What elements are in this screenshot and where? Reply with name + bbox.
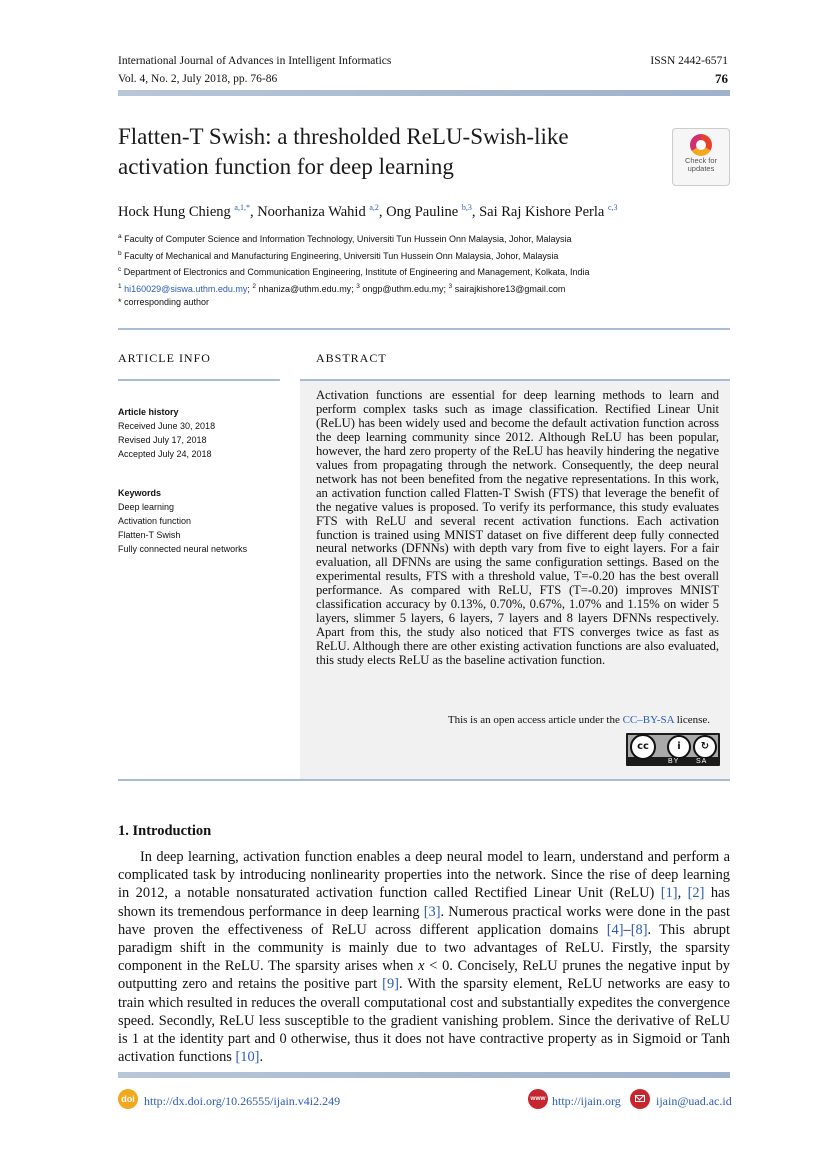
- received-date: Received June 30, 2018: [118, 421, 216, 431]
- check-for-updates-line2: updates: [687, 164, 715, 173]
- revised-date: Revised July 17, 2018: [118, 435, 207, 445]
- citation-link[interactable]: [4]: [606, 921, 624, 938]
- affiliation-sup: a: [118, 233, 122, 240]
- citation-link[interactable]: [10]: [235, 1049, 260, 1066]
- affiliation-c: [118, 263, 728, 280]
- keyword: Fully connected neural networks: [118, 544, 248, 554]
- page-number: 76: [715, 71, 728, 86]
- running-header-left: [118, 52, 391, 88]
- spacer: [118, 461, 288, 486]
- text-run: . This abrupt paradigm shift in the community is mainly due to two advantages of ReLU. Firstly, the sparsity component in the ReLU. The sparsity arises when: [118, 921, 730, 975]
- citation-link[interactable]: [8]: [630, 921, 648, 938]
- running-header-right: [650, 52, 728, 88]
- footer-bar: [118, 1072, 730, 1078]
- math-variable: x: [418, 958, 425, 975]
- email-link-1[interactable]: hi160029@siswa.uthm.edu.my: [124, 283, 248, 294]
- license-note: [316, 714, 710, 726]
- issn: ISSN 2442-6571: [650, 55, 728, 67]
- text-run: In deep learning, activation function enables a deep neural model to learn, understand and perform a complicated task by introducing nonlinearity properties into the network. Since the rise of deep learning in 2012, a notable nonsaturated activation function called Rectified Linear Unit (ReLU): [118, 849, 730, 902]
- email-3: ongp@uthm.edu.my: [362, 283, 444, 294]
- cc-by-sa-logo[interactable]: [626, 733, 720, 766]
- author-affiliation-sup: a,1,*: [234, 203, 250, 212]
- citation-link[interactable]: [3]: [423, 903, 441, 920]
- author-separator: ,: [471, 203, 480, 220]
- title-line-2: activation function for deep learning: [118, 154, 454, 179]
- email-sup: 2: [252, 282, 256, 290]
- article-info: [118, 405, 288, 556]
- author-affiliation-sup: c,3: [607, 203, 618, 212]
- doi-link[interactable]: http://dx.doi.org/10.26555/ijain.v4i2.249: [144, 1094, 341, 1108]
- affiliation-text: Faculty of Mechanical and Manufacturing Engineering, Universiti Tun Hussein Onn Malaysia, Johor, Malaysia: [124, 250, 559, 261]
- history-heading-text: Article history: [118, 407, 179, 417]
- divider: [118, 379, 280, 381]
- text-run: < 0. Concisely, ReLU prunes the negative input by outputting zero and retains the positive part: [118, 958, 730, 993]
- keyword: Flatten-T Swish: [118, 530, 181, 540]
- cc-icon: cc: [630, 734, 656, 760]
- author-separator: ,: [378, 203, 387, 220]
- email-sup: 3: [356, 282, 360, 290]
- website-link[interactable]: http://ijain.org: [552, 1094, 621, 1108]
- author-name: Hock Hung Chieng: [118, 203, 231, 220]
- text-run: . Numerous practical works were done in the past have proven the effectiveness of ReLU across different application domains: [118, 903, 730, 938]
- email-link[interactable]: ijain@uad.ac.id: [656, 1094, 732, 1108]
- accepted-date: Accepted July 24, 2018: [118, 449, 212, 459]
- keyword: Activation function: [118, 516, 192, 526]
- share-alike-icon: ↻: [693, 735, 717, 759]
- article-info-heading: ARTICLE INFO: [118, 351, 211, 365]
- affiliation-sup: c: [118, 266, 122, 274]
- keywords-heading-text: Keywords: [118, 488, 162, 498]
- check-for-updates-icon: [690, 134, 712, 156]
- by-person-icon: i: [667, 735, 691, 759]
- author-emails: $^1$ hi160029@siswa.uthm.edu.my; $^2$ nhaniza@uthm.edu.my; $^3$ ongp@uthm.edu.my; $^3$ sairajkishore13@gmail.com: [118, 282, 566, 294]
- citation-link[interactable]: [2]: [687, 885, 705, 902]
- text-run: . With the sparsity element, ReLU networks are easy to train which resulted in reduces the overall computational cost and substantially expedites the convergence speed. Secondly, ReLU less susceptible to the gradient vanishing problem. Since the derivative of ReLU is 1 at the identity part and 0 otherwise, thus it does not have contractive property as in Sigmoid or Tanh activation functions: [118, 976, 730, 1066]
- corresponding-author-note: * corresponding author: [118, 297, 210, 308]
- abstract-text: Activation functions are essential for deep learning methods to learn and perform complex tasks such as image classification. Rectified Linear Unit (ReLU) has been widely used and become the default activation function across the deep learning community since 2012. Although ReLU has been popular, however, the hard zero property of the ReLU has heavily hindering the negative values from propagating through the network. Consequently, the deep neural network has not been benefited from the negative representations. In this work, an activation function called Flatten-T Swish (FTS) that leverage the benefit of the negative values is proposed. To verify its performance, this study evaluates FTS with ReLU and several recent activation functions. Each activation function is trained using MNIST dataset on five different deep fully connected neural networks (DFNNs) with depth vary from five to eight layers. For a fair evaluation, all DFNNs are using the same configuration settings. Based on the experimental results, FTS with a threshold value, T=-0.20 has the best overall performance. As compared with ReLU, FTS (T=-0.20) improves MNIST classification accuracy by 0.13%, 0.70%, 0.67%, 1.07% and 1.15% on wider 5 layers, slimmer 5 layers, 6 layers, 7 layers and 8 layers DFNNs respectively. Apart from this, the study also noticed that FTS converges twice as fast as ReLU. Although there are other existing activation functions are also evaluated, this study elects ReLU as the baseline activation function.: [316, 388, 719, 668]
- text-run: .: [259, 1049, 264, 1066]
- cc-sa-label: SA: [696, 758, 708, 765]
- paragraph: [118, 848, 730, 1066]
- affiliation-text: Faculty of Computer Science and Information Technology, Universiti Tun Hussein Onn Malaysia, Johor, Malaysia: [124, 234, 572, 244]
- doi-icon: doi: [118, 1089, 138, 1109]
- email-sup: 3: [448, 282, 453, 290]
- title-line-1: Flatten-T Swish: a thresholded ReLU-Swish-like: [118, 124, 569, 149]
- www-icon: www: [528, 1089, 548, 1109]
- history-heading: [118, 405, 288, 419]
- paper-title: [118, 122, 638, 182]
- license-link[interactable]: CC–BY-SA: [622, 714, 674, 726]
- header-bar: [118, 90, 730, 96]
- keyword: Deep learning: [118, 502, 175, 512]
- author-separator: ,: [249, 203, 258, 220]
- email-4: sairajkishore13@gmail.com: [454, 283, 566, 294]
- volume-info: Vol. 4, No. 2, July 2018, pp. 76-86: [118, 73, 278, 85]
- affiliations: [118, 230, 728, 310]
- author-affiliation-sup: a,2: [369, 203, 379, 212]
- affiliation-text: Department of Electronics and Communication Engineering, Institute of Engineering and Management, Kolkata, India: [123, 267, 590, 278]
- license-text: This is an open access article under the: [447, 714, 623, 726]
- author-name: Noorhaniza Wahid: [257, 203, 366, 220]
- abstract-heading: ABSTRACT: [316, 351, 387, 365]
- section-heading: 1. Introduction: [118, 823, 212, 839]
- citation-link[interactable]: [9]: [382, 976, 399, 993]
- cc-by-label: BY: [668, 758, 680, 765]
- author-name: Sai Raj Kishore Perla: [479, 203, 605, 220]
- check-for-updates-line1: Check for: [684, 156, 718, 165]
- affiliation-b: [118, 247, 728, 264]
- divider: [118, 328, 730, 330]
- divider: [118, 779, 730, 781]
- citation-link[interactable]: [1]: [660, 885, 678, 902]
- affiliation-sup: b: [118, 249, 122, 257]
- email-sup: 1: [118, 282, 122, 290]
- email-2: nhaniza@uthm.edu.my: [258, 283, 352, 294]
- introduction-body: [118, 848, 730, 1066]
- author-list: [118, 198, 618, 222]
- affiliation-a: [118, 230, 728, 247]
- keywords-heading: [118, 486, 288, 500]
- author-name: Ong Pauline: [386, 203, 459, 220]
- license-text: license.: [673, 714, 710, 726]
- journal-name: International Journal of Advances in Intelligent Informatics: [118, 55, 392, 67]
- text-run: has shown its tremendous performance in deep learning: [118, 885, 731, 920]
- mail-icon: [630, 1089, 650, 1109]
- check-for-updates-button[interactable]: [672, 128, 730, 186]
- text-run: ,: [677, 885, 688, 902]
- text-run: –: [623, 921, 631, 938]
- author-affiliation-sup: b,3: [461, 203, 472, 212]
